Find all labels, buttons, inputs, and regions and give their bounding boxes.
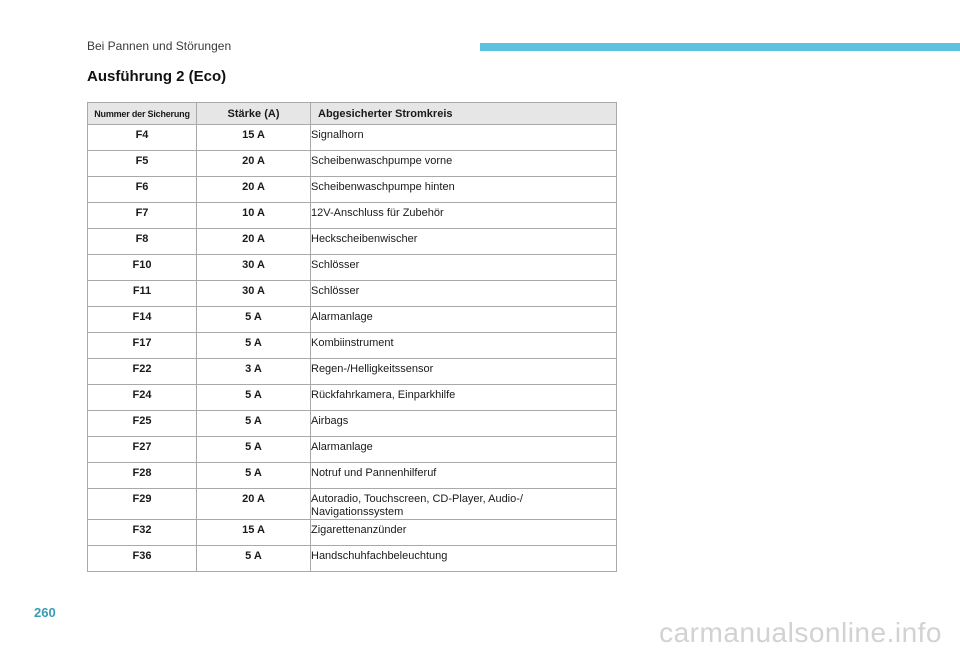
- fuse-rating: 10 A: [197, 203, 311, 229]
- fuse-number: F10: [88, 255, 197, 281]
- table-row: [88, 203, 617, 229]
- fuse-circuit: Zigarettenanzünder: [311, 520, 617, 546]
- fuse-circuit: Rückfahrkamera, Einparkhilfe: [311, 385, 617, 411]
- running-header: Bei Pannen und Störungen: [87, 39, 232, 53]
- table-row: [88, 437, 617, 463]
- table-row: [88, 463, 617, 489]
- fuse-rating: 5 A: [197, 546, 311, 572]
- fuse-number: F14: [88, 307, 197, 333]
- fuse-number: F8: [88, 229, 197, 255]
- table-row: [88, 359, 617, 385]
- header-rating: Stärke (A): [197, 103, 311, 125]
- fuse-rating: 20 A: [197, 489, 311, 520]
- fuse-circuit: 12V-Anschluss für Zubehör: [311, 203, 617, 229]
- fuse-table: [87, 102, 617, 572]
- fuse-number: F32: [88, 520, 197, 546]
- table-row: [88, 229, 617, 255]
- fuse-circuit: Regen-/Helligkeitssensor: [311, 359, 617, 385]
- header-accent-bar: [480, 43, 960, 51]
- fuse-rating: 3 A: [197, 359, 311, 385]
- fuse-circuit: Scheibenwaschpumpe hinten: [311, 177, 617, 203]
- fuse-number: F25: [88, 411, 197, 437]
- table-row: [88, 151, 617, 177]
- header-fuse-number: Nummer der Sicherung: [88, 103, 197, 125]
- fuse-circuit: Scheibenwaschpumpe vorne: [311, 151, 617, 177]
- fuse-circuit: Schlösser: [311, 281, 617, 307]
- fuse-circuit: Schlösser: [311, 255, 617, 281]
- fuse-circuit: Heckscheibenwischer: [311, 229, 617, 255]
- fuse-circuit: Signalhorn: [311, 125, 617, 151]
- table-row: [88, 546, 617, 572]
- fuse-circuit: Alarmanlage: [311, 437, 617, 463]
- fuse-number: F17: [88, 333, 197, 359]
- fuse-rating: 5 A: [197, 463, 311, 489]
- fuse-number: F5: [88, 151, 197, 177]
- fuse-circuit-line: Navigationssystem: [311, 506, 404, 518]
- table-header-row: [88, 103, 617, 125]
- table-row: [88, 281, 617, 307]
- fuse-number: F29: [88, 489, 197, 520]
- fuse-rating: 5 A: [197, 411, 311, 437]
- fuse-rating: 15 A: [197, 125, 311, 151]
- table-row: [88, 255, 617, 281]
- fuse-rating: 15 A: [197, 520, 311, 546]
- fuse-rating: 30 A: [197, 255, 311, 281]
- section-title: Ausführung 2 (Eco): [87, 68, 227, 85]
- fuse-number: F7: [88, 203, 197, 229]
- table-row: [88, 177, 617, 203]
- table-row: [88, 520, 617, 546]
- fuse-rating: 30 A: [197, 281, 311, 307]
- fuse-rating: 20 A: [197, 229, 311, 255]
- fuse-number: F36: [88, 546, 197, 572]
- fuse-circuit: Alarmanlage: [311, 307, 617, 333]
- table-row: [88, 411, 617, 437]
- fuse-circuit: Handschuhfachbeleuchtung: [311, 546, 617, 572]
- fuse-circuit: Notruf und Pannenhilferuf: [311, 463, 617, 489]
- table-row: [88, 307, 617, 333]
- page-number: 260: [34, 605, 56, 620]
- watermark: carmanualsonline.info: [659, 617, 942, 648]
- table-row: [88, 125, 617, 151]
- fuse-number: F28: [88, 463, 197, 489]
- fuse-number: F27: [88, 437, 197, 463]
- header-circuit: Abgesicherter Stromkreis: [311, 103, 617, 125]
- fuse-number: F6: [88, 177, 197, 203]
- fuse-rating: 5 A: [197, 437, 311, 463]
- fuse-number: F24: [88, 385, 197, 411]
- table-row: [88, 385, 617, 411]
- fuse-rating: 5 A: [197, 333, 311, 359]
- fuse-rating: 5 A: [197, 307, 311, 333]
- fuse-circuit: Airbags: [311, 411, 617, 437]
- fuse-number: F11: [88, 281, 197, 307]
- fuse-rating: 20 A: [197, 177, 311, 203]
- fuse-number: F22: [88, 359, 197, 385]
- fuse-rating: 20 A: [197, 151, 311, 177]
- table-row: [88, 489, 617, 520]
- fuse-circuit: Kombiinstrument: [311, 333, 617, 359]
- fuse-circuit: [311, 489, 617, 520]
- fuse-rating: 5 A: [197, 385, 311, 411]
- table-row: [88, 333, 617, 359]
- fuse-circuit-line: Autoradio, Touchscreen, CD-Player, Audio-/: [311, 493, 523, 505]
- fuse-number: F4: [88, 125, 197, 151]
